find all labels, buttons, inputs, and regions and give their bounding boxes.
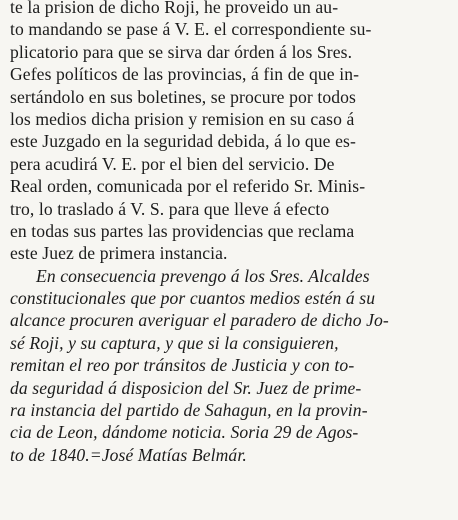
text-line: tro, lo traslado á V. S. para que lleve á efecto	[10, 198, 330, 219]
text-line: los medios dicha prision y remision en su caso á	[10, 108, 355, 129]
italic-instruction-paragraph	[10, 265, 450, 467]
page-bottom-fade	[0, 484, 458, 516]
text-line: sé Roji, y su captura, y que si la consiguieren,	[10, 332, 339, 353]
text-line: cia de Leon, dándome noticia. Soria 29 de Agos-	[10, 422, 359, 443]
text-line: En consecuencia prevengo á los Sres. Alcaldes	[36, 265, 370, 286]
text-line: Gefes políticos de las provincias, á fin de que in-	[10, 64, 360, 85]
signature-line: to de 1840.=José Matías Belmár.	[10, 444, 247, 465]
text-line: te la prision de dicho Roji, he proveido un au-	[10, 0, 339, 17]
text-line: remitan el reo por tránsitos de Justicia y con to-	[10, 355, 355, 376]
text-line: alcance procuren averiguar el paradero de dicho Jo-	[10, 310, 389, 331]
text-line: este Juez de primera instancia.	[10, 243, 228, 264]
text-line: pera acudirá V. E. por el bien del servicio. De	[10, 153, 335, 174]
text-line: Real orden, comunicada por el referido Sr. Minis-	[10, 176, 366, 197]
official-text-paragraph	[10, 0, 450, 265]
text-line: plicatorio para que se sirva dar órden á los Sres.	[10, 41, 353, 62]
text-line: constitucionales que por cuantos medios estén á su	[10, 288, 376, 309]
text-line: en todas sus partes las providencias que reclama	[10, 220, 355, 241]
text-line: este Juzgado en la seguridad debida, á lo que es-	[10, 131, 356, 152]
text-line: da seguridad á disposicion del Sr. Juez de prime-	[10, 377, 362, 398]
text-line: ra instancia del partido de Sahagun, en la provin-	[10, 400, 368, 421]
text-line: to mandando se pase á V. E. el correspondiente su-	[10, 19, 372, 40]
text-line: sertándolo en sus boletines, se procure por todos	[10, 86, 356, 107]
